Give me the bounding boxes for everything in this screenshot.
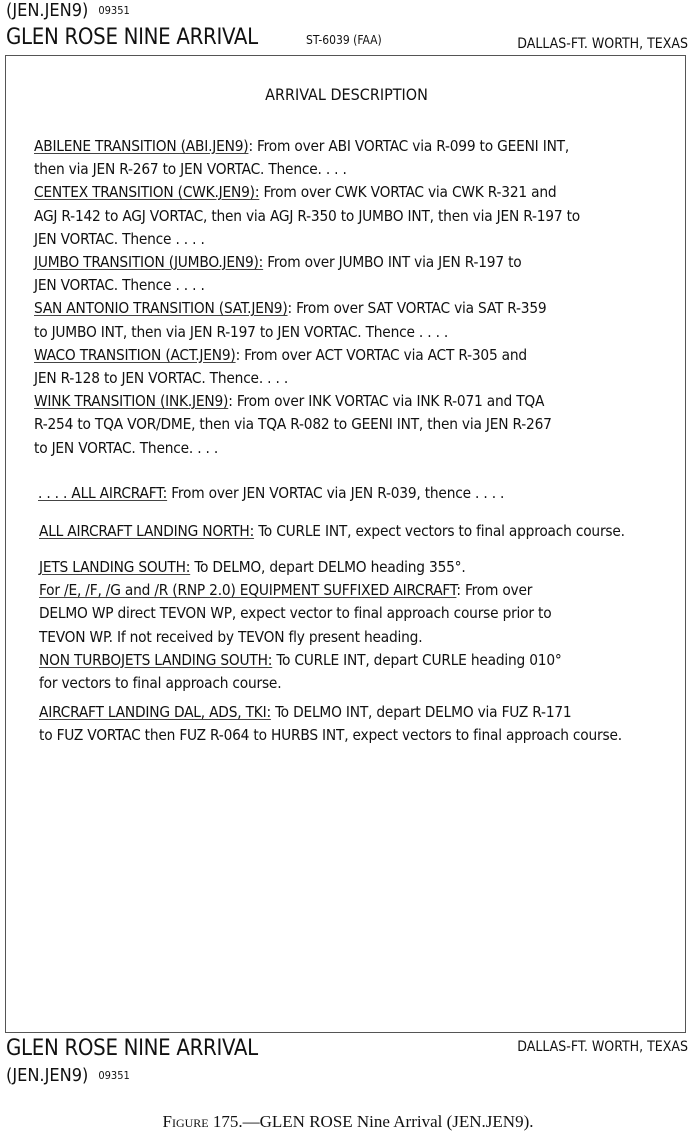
jets-landing-south-instruction: JETS LANDING SOUTH: To DELMO, depart DELMO heading 355°. For /E, /F, /G and /R (RNP 2.0) EQUIPMENT SUFFIXED AIRCRAFT: From over DELMO WP direct TEVON WP, expect vector to final approach course prior to TEVON WP. If not received by TEVON fly present heading. NON TURBOJETS LANDING SOUTH: To CURLE INT, depart CURLE heading 010° for vectors to final approach course.: [39, 558, 562, 693]
figure-caption: Figure 175.—GLEN ROSE Nine Arrival (JEN.JEN9).: [162, 1112, 534, 1131]
location-bottom: DALLAS-FT. WORTH, TEXAS: [517, 1039, 688, 1055]
transition-wink: WINK TRANSITION (INK.JEN9): From over INK VORTAC via INK R-071 and TQA: [34, 392, 545, 411]
code-number: 09351: [98, 4, 130, 17]
arrival-description-frame: [5, 55, 686, 1033]
equipment-suffixed-instruction: For /E, /F, /G and /R (RNP 2.0) EQUIPMENT SUFFIXED AIRCRAFT: From over: [39, 581, 533, 600]
procedure-code-bottom: (JEN.JEN9) 09351: [6, 1065, 130, 1086]
page-title: GLEN ROSE NINE ARRIVAL: [6, 25, 258, 50]
transition-jumbo: JUMBO TRANSITION (JUMBO.JEN9): From over JUMBO INT via JEN R-197 to: [34, 253, 522, 272]
non-turbojets-instruction: NON TURBOJETS LANDING SOUTH: To CURLE INT, depart CURLE heading 010°: [39, 650, 562, 669]
transition-waco: WACO TRANSITION (ACT.JEN9): From over ACT VORTAC via ACT R-305 and: [34, 345, 527, 364]
satellite-airports-instruction: AIRCRAFT LANDING DAL, ADS, TKI: To DELMO INT, depart DELMO via FUZ R-171 to FUZ VORTAC then FUZ R-064 to HURBS INT, expect vectors to final approach course.: [39, 703, 622, 745]
transition-abilene: ABILENE TRANSITION (ABI.JEN9): From over ABI VORTAC via R-099 to GEENI INT,: [34, 137, 570, 155]
chart-number: ST-6039 (FAA): [306, 33, 382, 47]
transitions-block: ABILENE TRANSITION (ABI.JEN9): From over ABI VORTAC via R-099 to GEENI INT, then via JEN R-267 to JEN VORTAC. Thence. . . . CENTEX TRANSITION (CWK.JEN9): From over CWK VORTAC via CWK R-321 and AGJ R-142 to AGJ VORTAC, then via AGJ R-350 to JUMBO INT, then via JEN R-197 to JEN VORTAC. Thence . . . . JUMBO TRANSITION (JUMBO.JEN9): From over JUMBO INT via JEN R-197 to JEN VORTAC. Thence . . . . SAN ANTONIO TRANSITION (SAT.JEN9): From over SAT VORTAC via SAT R-359 to JUMBO INT, then via JEN R-197 to JEN VORTAC. Thence . . . . WACO TRANSITION (ACT.JEN9): From over ACT VORTAC via ACT R-305 and JEN R-128 to JEN VORTAC. Thence. . . . WINK TRANSITION (INK.JEN9): From over INK VORTAC via INK R-071 and TQA R-254 to TQA VOR/DME, then via TQA R-082 to GEENI INT, then via JEN R-267 to JEN VORTAC. Thence. . . .: [34, 137, 580, 457]
landing-north-instruction: ALL AIRCRAFT LANDING NORTH: To CURLE INT, expect vectors to final approach course.: [39, 522, 625, 540]
footer-title: GLEN ROSE NINE ARRIVAL: [6, 1036, 258, 1061]
procedure-code: (JEN.JEN9): [6, 0, 89, 21]
section-heading: ARRIVAL DESCRIPTION: [265, 85, 428, 104]
location-top: DALLAS-FT. WORTH, TEXAS: [517, 36, 688, 52]
transition-san-antonio: SAN ANTONIO TRANSITION (SAT.JEN9): From over SAT VORTAC via SAT R-359: [34, 299, 547, 318]
procedure-code-top: [6, 0, 130, 21]
all-aircraft-instruction: . . . . ALL AIRCRAFT: From over JEN VORTAC via JEN R-039, thence . . . .: [38, 484, 505, 502]
transition-centex: CENTEX TRANSITION (CWK.JEN9): From over CWK VORTAC via CWK R-321 and: [34, 183, 557, 202]
